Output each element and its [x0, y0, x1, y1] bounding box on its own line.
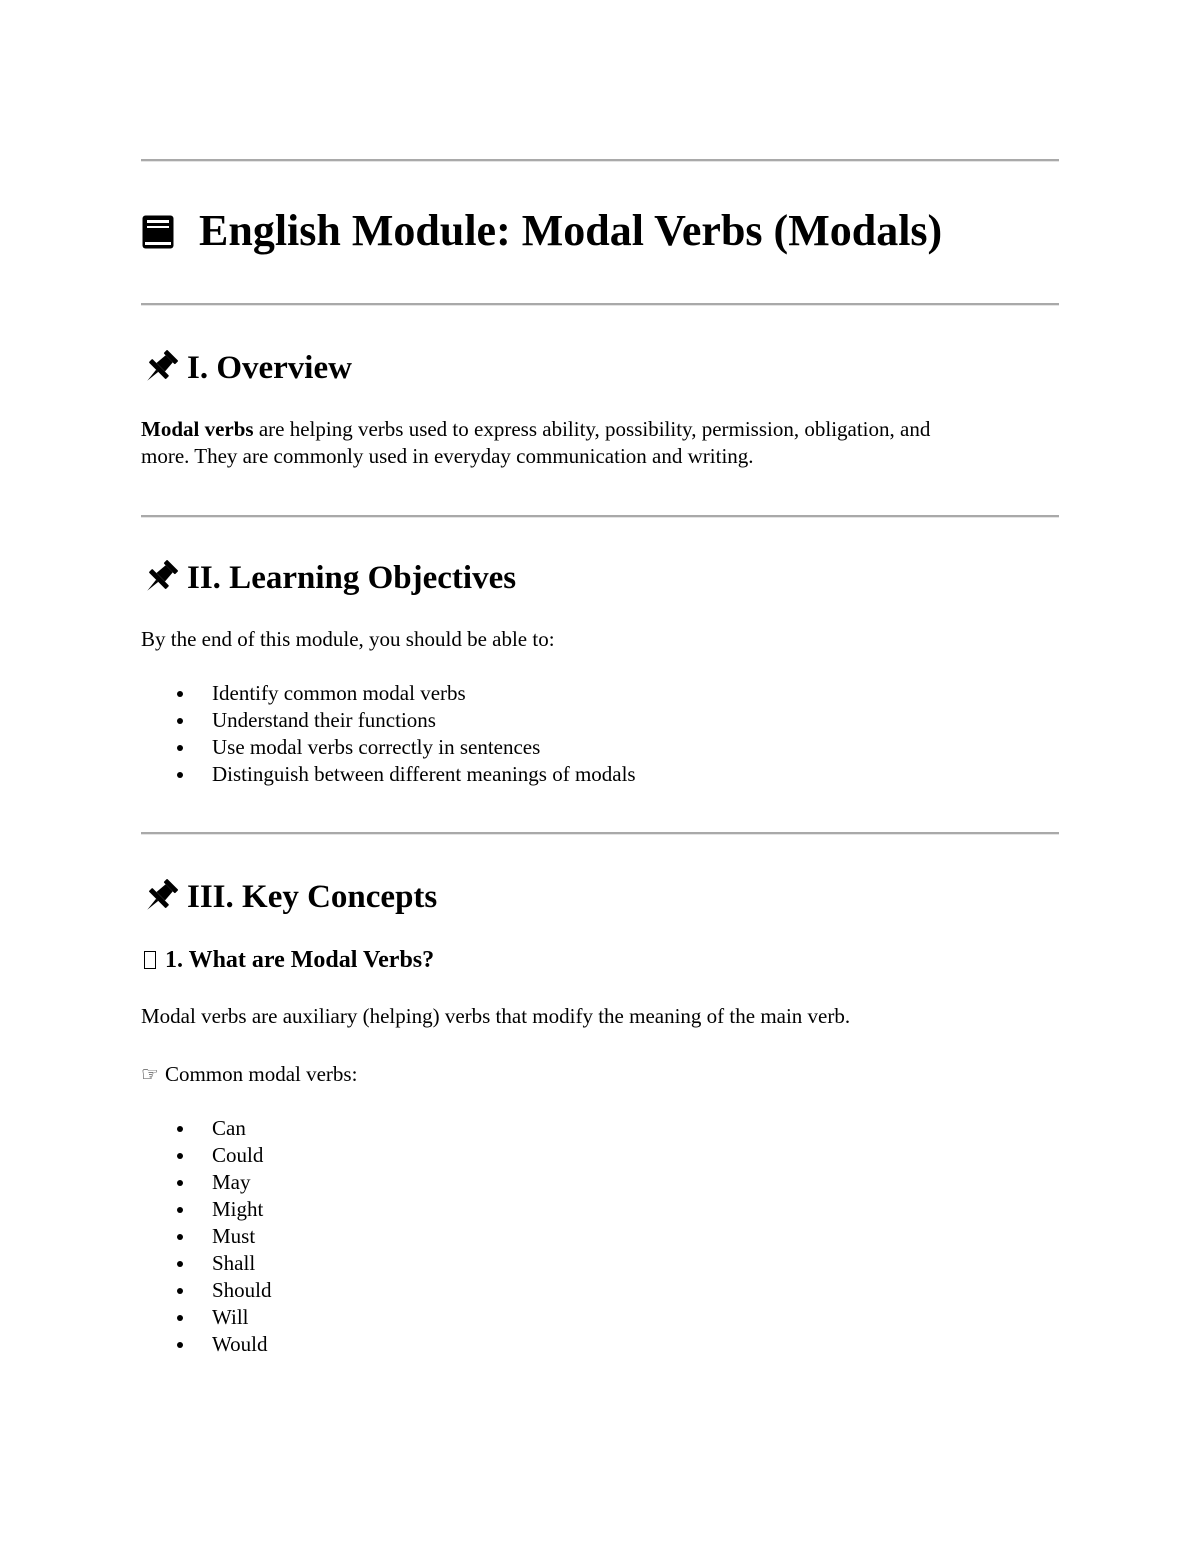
list-item: Should	[141, 1277, 272, 1304]
list-item: Identify common modal verbs	[141, 680, 636, 707]
list-item: Will	[141, 1304, 272, 1331]
heading-overview	[141, 349, 352, 387]
book-icon	[141, 214, 175, 250]
heading-objectives-text: II. Learning Objectives	[187, 559, 517, 596]
pushpin-icon	[141, 878, 179, 916]
heading-objectives	[141, 559, 516, 597]
list-item: Can	[141, 1115, 272, 1142]
subheading-what-are-modals	[141, 948, 434, 972]
overview-line1: are helping verbs used to express ability, possibility, permission, obligation, and	[253, 417, 931, 441]
list-item: Must	[141, 1223, 272, 1250]
divider-top	[141, 159, 1059, 162]
heading-overview-text: I. Overview	[187, 349, 352, 386]
list-item: Could	[141, 1142, 272, 1169]
definition-paragraph: Modal verbs are auxiliary (helping) verbs that modify the meaning of the main verb.	[141, 1004, 851, 1028]
list-item: Understand their functions	[141, 707, 636, 734]
list-item: May	[141, 1169, 272, 1196]
pushpin-icon	[141, 349, 179, 387]
objectives-list	[141, 680, 636, 788]
heading-key-concepts	[141, 878, 437, 916]
overview-lead-bold: Modal verbs	[141, 417, 254, 441]
divider-after-objectives	[141, 832, 1059, 835]
heading-key-concepts-text: III. Key Concepts	[187, 878, 438, 915]
common-modals-label-text: Common modal verbs:	[164, 1062, 358, 1086]
pointing-hand-icon: ☞	[141, 1062, 159, 1086]
list-item: Would	[141, 1331, 272, 1358]
list-item: Shall	[141, 1250, 272, 1277]
objectives-intro: By the end of this module, you should be able to:	[141, 627, 555, 651]
divider-after-overview	[141, 515, 1059, 518]
list-item: Might	[141, 1196, 272, 1223]
list-item: Use modal verbs correctly in sentences	[141, 734, 636, 761]
divider-after-title	[141, 303, 1059, 306]
common-modals-label	[141, 1061, 1059, 1088]
page-title-text: English Module: Modal Verbs (Modals)	[199, 206, 943, 255]
overview-line2: more. They are commonly used in everyday communication and writing.	[141, 444, 754, 468]
overview-paragraph	[141, 416, 1059, 470]
missing-glyph-box-icon	[144, 951, 156, 969]
subheading-text: 1. What are Modal Verbs?	[165, 947, 435, 973]
list-item: Distinguish between different meanings of modals	[141, 761, 636, 788]
page-title	[141, 206, 943, 255]
modals-list	[141, 1115, 272, 1358]
pushpin-icon	[141, 559, 179, 597]
